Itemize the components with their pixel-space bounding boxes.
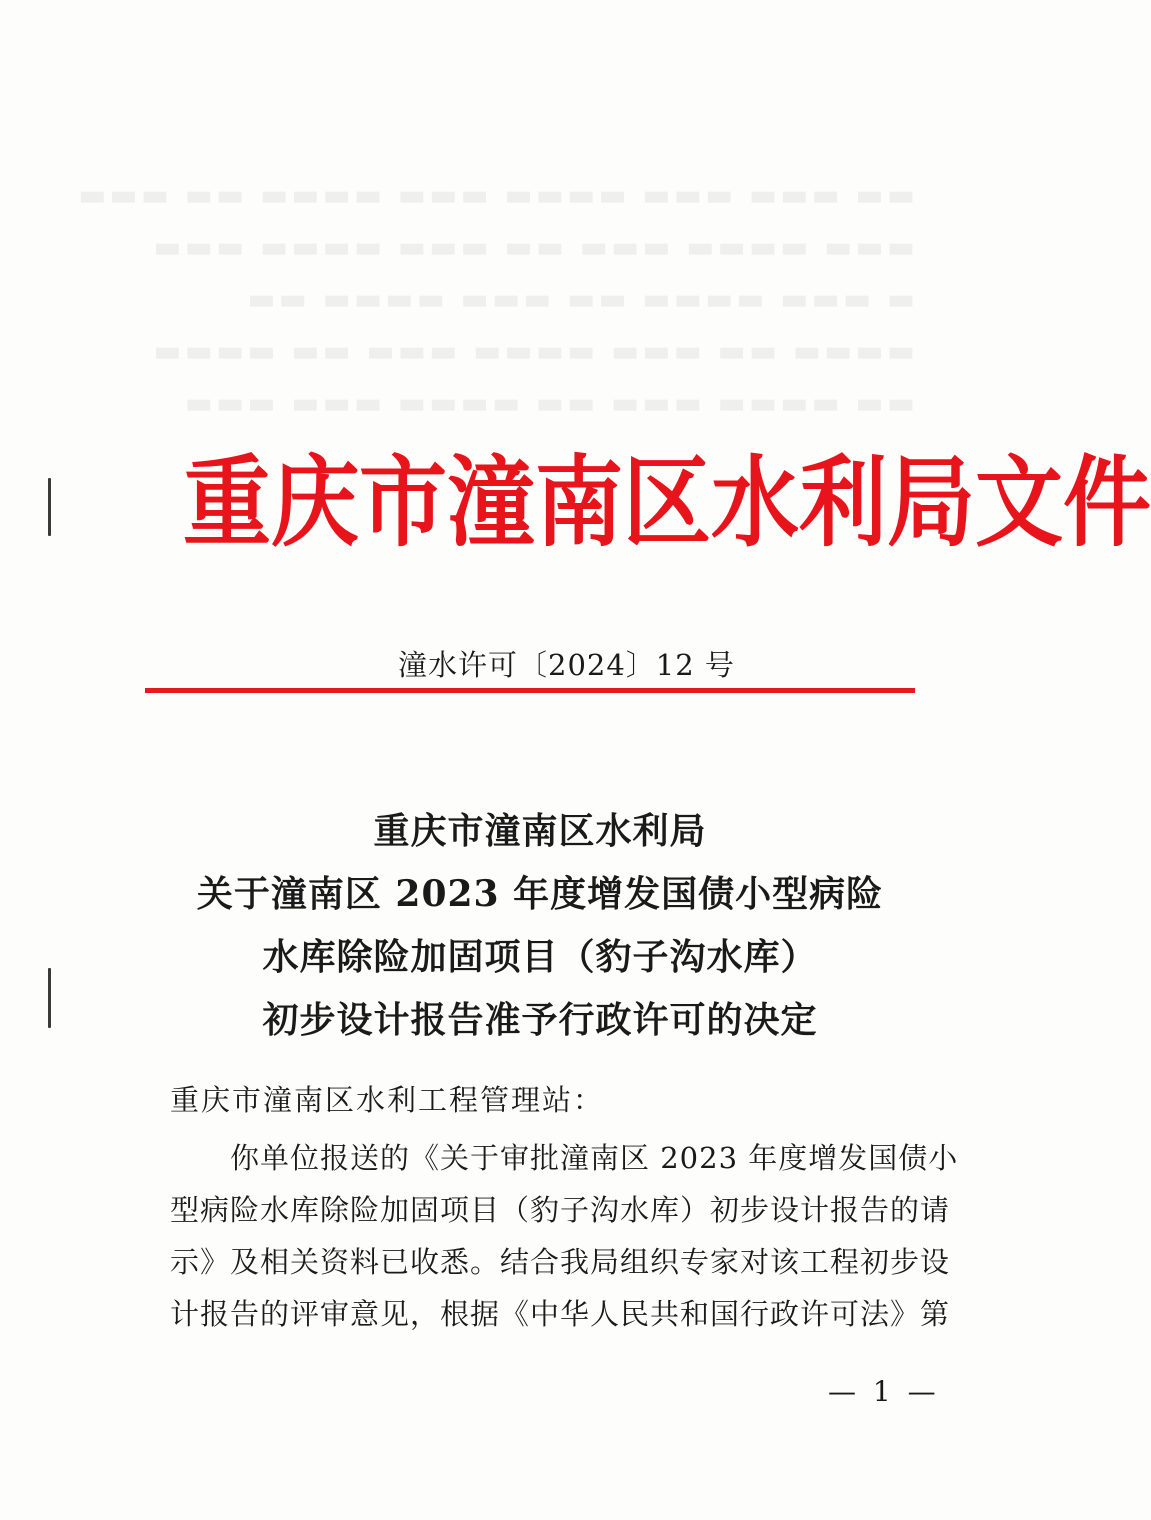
title-line: 重庆市潼南区水利局 [373, 810, 707, 852]
masthead-title: 重庆市潼南区水利局文件 [183, 443, 1151, 560]
binding-mark-bottom [48, 968, 51, 1028]
title-line: 水库除险加固项目（豹子沟水库） [262, 936, 818, 978]
title-line: 关于潼南区 2023 年度增发国债小型病险 [196, 873, 884, 915]
page-number: — 1 — [828, 1375, 940, 1408]
binding-mark-top [48, 478, 51, 536]
title-line: 初步设计报告准予行政许可的决定 [262, 999, 818, 1041]
body-line: 你单位报送的《关于审批潼南区 2023 年度增发国债小 [230, 1141, 959, 1175]
red-separator-line [145, 688, 915, 693]
document-number: 潼水许可〔2024〕12 号 [398, 648, 735, 682]
body-line: 型病险水库除险加固项目（豹子沟水库）初步设计报告的请 [170, 1193, 951, 1227]
body-paragraph [170, 1132, 959, 1340]
body-line: 示》及相关资料已收悉。结合我局组织专家对该工程初步设 [170, 1245, 951, 1279]
salutation: 重庆市潼南区水利工程管理站： [170, 1083, 605, 1117]
reverse-side-bleed-through: ▬▬ ▬▬▬ ▬▬▬ ▬▬▬▬ ▬▬▬ ▬▬▬▬ ▬▬ ▬▬▬ ▬▬▬ ▬▬▬▬ ▬▬▬ ▬▬ ▬▬▬ ▬▬▬▬ ▬▬▬ ▬ ▬▬▬ ▬▬▬▬ ▬▬ ▬▬▬ ▬▬▬▬ ▬▬ ▬▬▬▬ ▬▬ ▬▬▬ ▬▬▬▬ ▬▬▬ ▬▬ ▬▬▬▬ ▬▬ ▬▬▬▬ ▬▬▬ ▬▬ ▬▬▬▬ ▬▬▬ ▬▬▬ [74, 178, 915, 421]
document-title [140, 800, 940, 1052]
body-line: 计报告的评审意见，根据《中华人民共和国行政许可法》第 [170, 1297, 951, 1331]
